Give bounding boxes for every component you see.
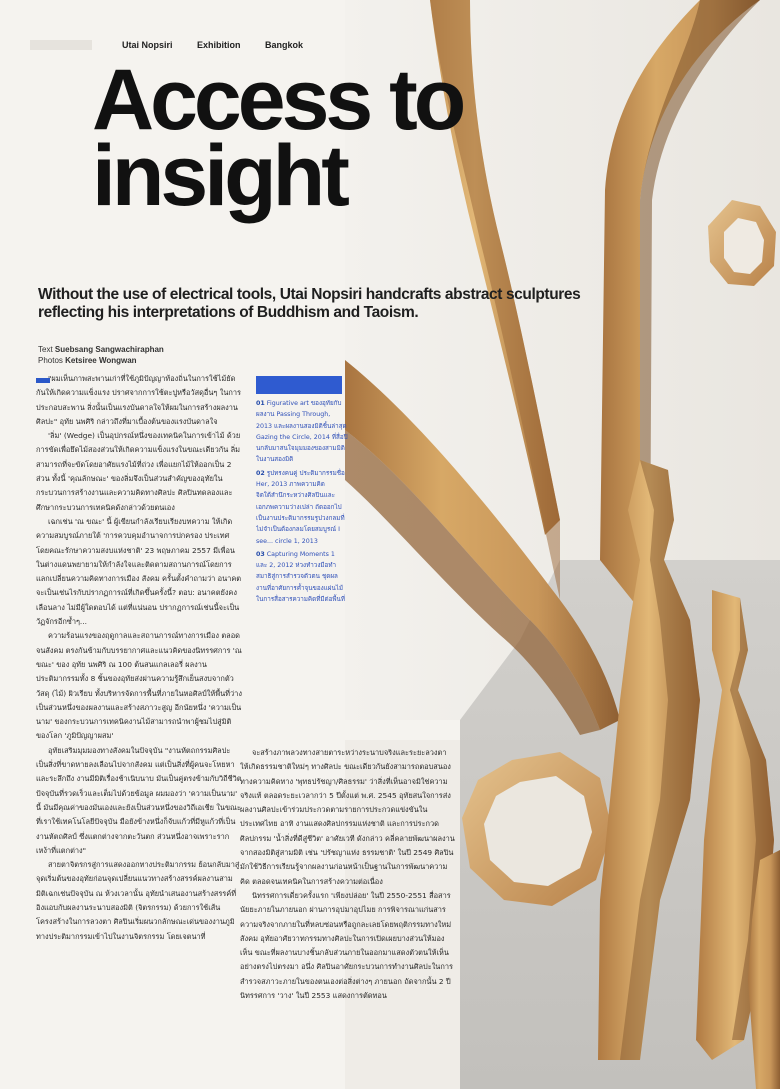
- body-paragraph: ความร้อนแรงของฤดูกาลและสถานการณ์ทางการเมือง ตลอดจนสังคม ตรงกันข้ามกับบรรยากาศและแนวคิดของนิทรรศการ 'ณ ขณะ' ของ อุทัย นพศิริ ณ 100 ต้นสนแกลเลอรี่ ผลงานประติมากรรมทั้ง 8 ชิ้นของอุทัยส่งผ่านความรู้สึกเย็นสงบจากตัววัสดุ (ไม้) ผิวเรียบ ทั้งบริหารจัดการพื้นที่ภายในหอศิลป์ให้พื้นที่ว่างเป็นส่วนหนึ่งของผลงานและสร้างสภาวะสูญ อีกนัยหนึ่ง 'ความเป็นนาม' ของกระบวนการเทคนิคงานไม้สามารถนำพาผู้ชมไปสู่มิติของโลก 'ภูมิปัญญาผสม': [36, 631, 242, 741]
- body-paragraph: จะสร้างภาพลวงทางสายตาระหว่างระนาบจริงและระยะลวงตา ให้เกิดธรรมชาติใหม่ๆ ทางศิลปะ ขณะเดียวกันยังสามารถตอบสนองทางความคิดทาง 'พุทธปรัชญา/ศิลธรรม' ว่าสิ่งที่เห็นอาจมิใช่ความจริงแท้ ตลอดระยะเวลากว่า 5 ปีตั้งแต่ พ.ศ. 2545 อุทัยสนใจการส่งผลงานศิลปะเข้าร่วมประกวดตามรายการประกวดแข่งขันในประเทศไทย อาทิ งานแสดงศิลปกรรมแห่งชาติ และการประกวดศิลปกรรม 'น้ำสิ่งที่ดีสู่ชีวิต' อาศัยเวที ดังกล่าว คลี่คลายพัฒนาผลงานจากสองมิติสู่สามมิติ เช่น 'ปรัชญาแห่ง ธรรมชาติ' ในปี 2549 ศิลปินมักใช้วิธีการเรียนรู้จากผลงานก่อนหน้าเป็นฐานในการพัฒนาความคิด ตลอดจนเทคนิคในการสร้างความต่อเนื่อง: [240, 748, 455, 886]
- body-paragraph: เฉกเช่น 'ณ ขณะ' นี้ ผู้เขียนกำลังเรียบเรียงบทความ ให้เกิดความสมบูรณ์ภายใต้ 'การควบคุมอำนาจการปกครอง ประเทศโดยคณะรักษาความสงบแห่งชาติ' 23 พฤษภาคม 2557 มีเพื่อนในต่างแดนพยายามให้กำลังใจและติดตามสถานการณ์โดยการแลกเปลี่ยนความคิดทางการเมือง สังคม ครั้นตั้งคำถามว่า อนาคตจะเป็นเช่นไรกับปรากฏการณ์ที่เกิดขึ้นครั้งนี้? ตอบ: อนาคตยังคงเลือนลาง ไม่มีผู้ใดตอบได้ แต่ที่แน่นอน ปรากฏการณ์เช่นนี้จะเป็นวัฏจักรอีกซ้ำๆ...: [36, 516, 242, 627]
- header-bar: [122, 40, 325, 50]
- credit-text-name: Suebsang Sangwachiraphan: [54, 345, 164, 354]
- headline: [92, 52, 463, 224]
- body-paragraph: อุทัยเสริมมุมมองทางสังคมในปัจจุบัน "งานหัตถกรรมศิลปะ เป็นสิ่งที่ขาดหายลงเลือนไปจากสังคม แต่เป็นสิ่งที่ผู้คนจะโหยหาและระลึกถึง งานมีมิติเรื่องช้าเนิบนาบ มันเป็นคู่ตรงข้ามกับวิถีชีวิตปัจจุบันที่รวดเร็วและเต็มไปด้วยข้อมูล ผมมองว่า 'ความเป็นนาม' นี้ มันมีคุณค่าของมันเองและยังเป็นส่วนหนึ่งของวิถีเอเชีย ในขณะที่เราใช้เทคโนโลยีปัจจุบัน มือยังข้างหนึ่งก็จับแก้วที่มีหูแก้วที่เป็นงานหัตถศิลป์ ซึ่งแตกต่างจากตะวันตก ส่วนหนึ่งอาจเพราะรากเหง้าที่แตกต่าง": [36, 745, 242, 855]
- caption-3: [256, 549, 348, 605]
- headline-line-1: Access to: [92, 52, 463, 148]
- body-column-2: [240, 746, 456, 1064]
- caption-text: รูปทรงคนคู่ ประติมากรรมชื่อ Her, 2013 ภาพความคิดจิตใต้สำนึกระหว่างศิลปินและเอกภพความว่างเปล่า ถัดออกไปเป็นงานประติมากรรมรูปวงกลมที่ไม่จำเป็นต้องกลมโดยสมบูรณ์ I see... circle 1, 2013: [256, 469, 345, 545]
- caption-text: Capturing Moments 1 และ 2, 2012 ห่วงทำวงมือทำสมาธิสู่การสำรวจตัวตน ชุดผลงานที่อาศัยการค้ำจุนของแผ่นไม้ในการสื่อสารความคิดที่มีต่อพื้นที่: [256, 550, 346, 604]
- body-paragraph: นิทรรศการเดี่ยวครั้งแรก 'เพียงปล่อย' ในปี 2550-2551 สื่อสารนัยยะภายในภายนอก ผ่านการอุปมาอุปไมย การพิจารณาแก่นสารความจริงจากภายในที่หลบซ่อนหรือถูกละเลยโดยพฤติกรรมทางใหม่ สังคม อุทัยอาศัยวาทกรรมทางศิลปะในการเปิดเผยบางส่วนให้มองเห็น ขณะที่ผลงานบางชิ้นกลับส่วนภายในออกมาแสดงตัวตนให้เห็นอย่างตรงไปตรงมา อนึ่ง ศิลปินอาศัยกระบวนการทำงานศิลปะในการสำรวจสภาวะภายในของตนเองต่อสิ่งต่างๆ ภายนอก ถัดจากนั้น 2 ปี นิทรรศการ 'วาง' ในปี 2553 แสดงการตัดทอน: [240, 890, 453, 1001]
- body-paragraph: 'ลิ่ม' (Wedge) เป็นอุปกรณ์หนึ่งของเทคนิคในการเข้าไม้ ด้วยการขัดเพื่อยึดไม้สองส่วนให้เกิดความแข็งแรงในขณะเดียวกัน ลิ่มสามารถที่จะขัดโดยอาศัยแรงไม้ที่ถ่วง เพื่อแยกไม้ให้ออกเป็น 2 ส่วน ทั้งนี้ 'คุณลักษณะ' ของลิ่มจึงเป็นส่วนสำคัญของอุทัยในกระบวนการสร้างงานและความคิดทางศิลปะ ศิลปินทดลองและศึกษากระบวนการเทคนิคดังกล่าวด้วยตนเอง: [36, 431, 241, 512]
- credit-photos-label: Photos: [38, 356, 63, 365]
- headline-line-2: insight: [92, 128, 346, 224]
- header-artist: Utai Nopsiri: [122, 40, 173, 50]
- header-section: Exhibition: [197, 40, 241, 50]
- caption-number: 02: [256, 469, 265, 477]
- credit-photos-name: Ketsiree Wongwan: [65, 356, 137, 365]
- standfirst: Without the use of electrical tools, Utai Nopsiri handcrafts abstract sculptures reflecting his interpretations of Buddhism and Taoism.: [38, 286, 581, 321]
- credit-text-label: Text: [38, 345, 53, 354]
- caption-number: 03: [256, 550, 265, 558]
- caption-1: [256, 398, 348, 466]
- header-city: Bangkok: [265, 40, 304, 50]
- caption-2: [256, 468, 348, 547]
- body-column-1: [36, 372, 242, 1072]
- captions-header-bar: [256, 376, 342, 394]
- section-tab: [30, 40, 92, 50]
- photo-captions: [256, 398, 348, 716]
- caption-number: 01: [256, 400, 265, 407]
- credits: [38, 344, 164, 366]
- caption-text: Figurative art ของอุทัยกับผลงาน Passing Through, 2013 และผลงานสองมิติชิ้นล่าสุด Gazing the Circle, 2014 ที่สื่อปินกลับมาสนใจมุมมองของสามมิติในงานสองมิติ: [256, 400, 348, 464]
- body-paragraph: "ผมเห็นภาพสะพานเก่าที่ใช้ภูมิปัญญาท้องถิ่นในการใช้ไม้ยัดกันให้เกิดความแข็งแรง ปราศจากการใช้ตะปูหรือวัสดุอื่นๆ ในการประกอบสะพาน สิ่งนั้นเป็นแรงบันดาลใจให้ผมในการสร้างผลงานศิลปะ" อุทัย นพศิริ กล่าวถึงที่มาเบื้องต้นของแรงบันดาลใจ: [36, 374, 241, 426]
- body-paragraph: สายตาจิตรกรสู่การแสดงออกทางประติมากรรม ย้อนกลับมาสู่จุดเริ่มต้นของอุทัยก่อนจุดเปลี่ยนแนวทางสร้างสรรค์ผลงานสามมิติเฉกเช่นปัจจุบัน ณ ห้วงเวลานั้น อุทัยนำเสนองานสร้างสรรค์ที่อิงแอบกับผลงานระนาบสองมิติ (จิตรกรรม) ด้วยการใช้เส้นโครงสร้างในการลวงตา ศิลปินเริ่มผนวกลักษณะเด่นของงานภูมิทางประติมากรรมเข้าไปในงานจิตรกรรม โดยเจตนาที่: [36, 860, 240, 941]
